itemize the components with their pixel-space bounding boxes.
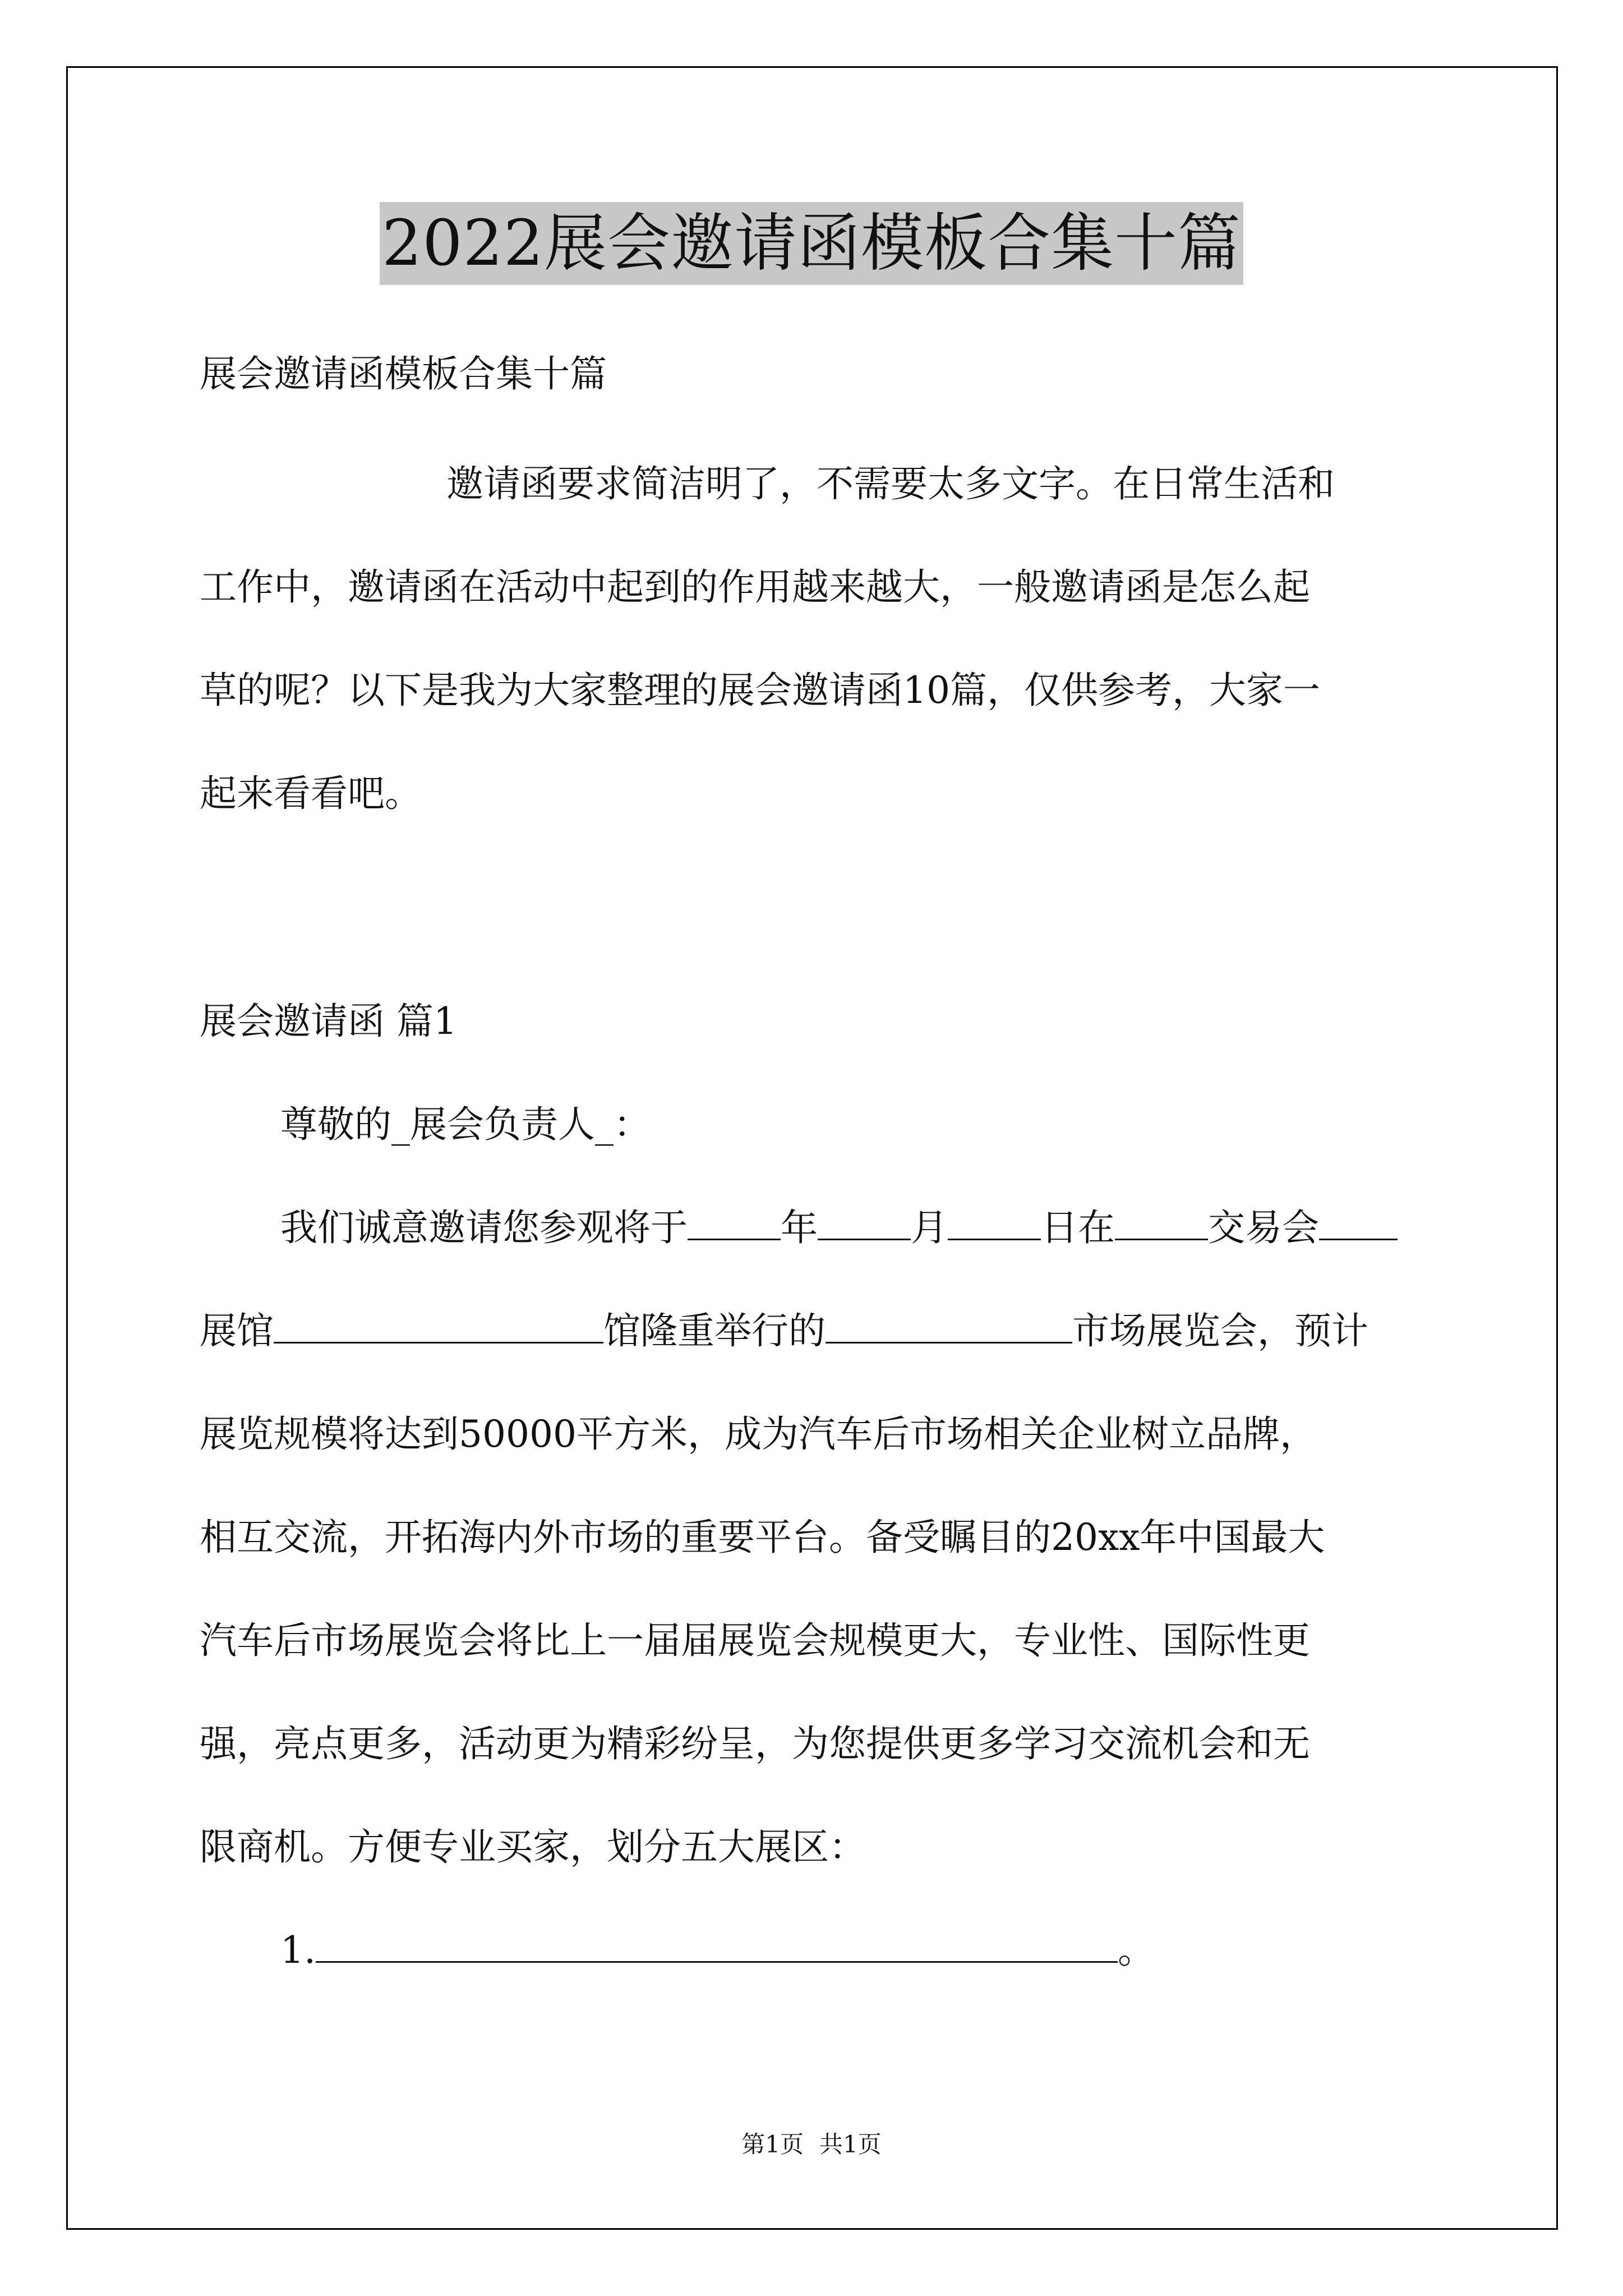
footer-total-pages: 共1页 — [819, 2131, 882, 2158]
fill-blank-day[interactable] — [948, 1205, 1041, 1240]
fill-blank-year[interactable] — [688, 1205, 781, 1240]
intro-line-3: 草的呢？以下是我为大家整理的展会邀请函10篇，仅供参考，大家一 — [200, 669, 1320, 712]
fill-blank-month[interactable] — [818, 1205, 911, 1240]
body-line-2-b: 馆隆重举行的 — [603, 1309, 826, 1352]
body-line-1-b: 年 — [781, 1206, 818, 1249]
body-line-6: 强，亮点更多，活动更为精彩纷呈，为您提供更多学习交流机会和无 — [200, 1722, 1310, 1765]
footer-page-number: 第1页 — [741, 2131, 804, 2158]
fill-blank-hall-number[interactable] — [274, 1308, 603, 1343]
body-line-3: 展览规模将达到50000平方米，成为汽车后市场相关企业树立品牌， — [200, 1412, 1317, 1456]
title-wrap — [0, 202, 1623, 285]
page-footer — [0, 2129, 1623, 2160]
list-item-1 — [280, 1925, 1155, 1976]
salutation: 尊敬的_展会负责人_： — [280, 1103, 651, 1146]
list-item-1-number: 1. — [280, 1929, 316, 1972]
intro-line-4: 起来看看吧。 — [200, 772, 422, 815]
body-line-5: 汽车后市场展览会将比上一届届展览会规模更大，专业性、国际性更 — [200, 1619, 1310, 1662]
section-heading: 展会邀请函 篇1 — [200, 1000, 457, 1043]
document-title: 2022展会邀请函模板合集十篇 — [380, 202, 1243, 285]
list-item-1-end: 。 — [1117, 1929, 1155, 1972]
body-line-1-d: 日在 — [1041, 1206, 1115, 1249]
body-line-1-e: 交易会 — [1208, 1206, 1319, 1249]
body-line-2 — [200, 1306, 1368, 1356]
document-subtitle: 展会邀请函模板合集十篇 — [200, 352, 607, 395]
fill-blank-hall[interactable] — [1319, 1205, 1398, 1240]
body-line-2-c: 市场展览会，预计 — [1072, 1309, 1368, 1352]
body-line-2-a: 展馆 — [200, 1309, 274, 1352]
fill-blank-venue[interactable] — [1115, 1205, 1208, 1240]
body-line-7: 限商机。方便专业买家，划分五大展区： — [200, 1825, 866, 1869]
intro-line-1: 邀请函要求简洁明了，不需要太多文字。在日常生活和 — [446, 462, 1335, 505]
fill-blank-zone-1[interactable] — [316, 1927, 1118, 1963]
body-line-1-a: 我们诚意邀请您参观将于 — [280, 1206, 688, 1249]
body-line-4: 相互交流，开拓海内外市场的重要平台。备受瞩目的20xx年中国最大 — [200, 1516, 1325, 1559]
body-line-1 — [280, 1203, 1398, 1253]
body-line-1-c: 月 — [911, 1206, 948, 1249]
intro-line-2: 工作中，邀请函在活动中起到的作用越来越大，一般邀请函是怎么起 — [200, 565, 1310, 609]
fill-blank-market[interactable] — [826, 1308, 1072, 1343]
